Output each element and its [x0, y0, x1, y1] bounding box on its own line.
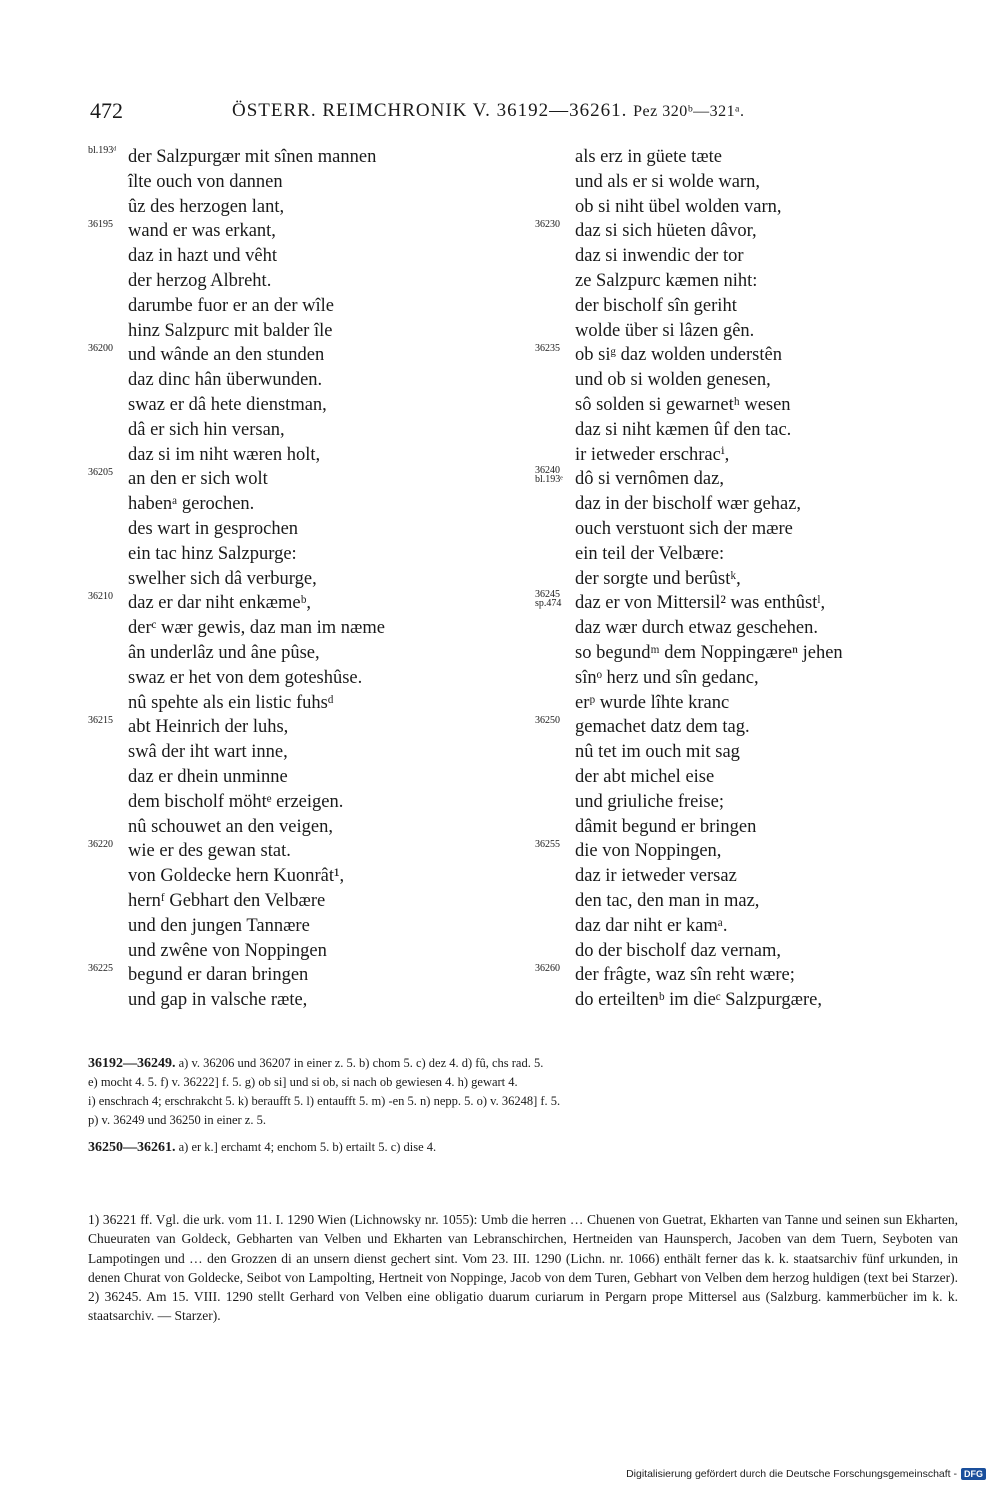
verse-line [88, 542, 508, 567]
verse-line [88, 517, 508, 542]
verse-text: swâ der iht wart inne, [128, 742, 288, 763]
verse-text: so begundᵐ dem Noppingæreⁿ jehen [575, 642, 843, 663]
verse-text: ir ietweder erschracⁱ, [575, 444, 730, 465]
verse-text: den tac, den man in maz, [575, 890, 760, 911]
verse-line [535, 939, 955, 964]
variant-line: e) mocht 4. 5. f) v. 36222] f. 5. g) ob si] und si ob, si nach ob gewiesen 4. h) gewart 4. [88, 1075, 518, 1089]
verse-text: erᵖ wurde lîhte kranc [575, 692, 730, 713]
verse-text: abt Heinrich der luhs, [128, 717, 289, 738]
verse-line [88, 343, 508, 368]
verse-line [535, 988, 955, 1013]
verse-line [88, 963, 508, 988]
verse-text: habenᵃ gerochen. [128, 494, 255, 515]
verse-text: derᶜ wær gewis, daz man im næme [128, 618, 385, 639]
verse-line [88, 691, 508, 716]
verse-text: gemachet datz dem tag. [575, 717, 750, 738]
verse-line [88, 740, 508, 765]
verse-text: der sorgte und berûstᵏ, [575, 568, 741, 589]
variant-range-heading: 36250—36261. [88, 1140, 176, 1155]
variant-line [88, 1138, 958, 1157]
line-number: 36215 [88, 715, 113, 727]
variant-line [88, 1054, 958, 1073]
verse-text: daz dar niht er kamᵃ. [575, 915, 728, 936]
verse-line [535, 765, 955, 790]
line-number: 36245 sp.474 [535, 589, 562, 610]
verse-line [88, 393, 508, 418]
verse-text: ân underlâz und âne pûse, [128, 642, 320, 663]
verse-text: die von Noppingen, [575, 841, 722, 862]
verse-line [88, 170, 508, 195]
variant-text: a) er k.] erchamt 4; enchom 5. b) ertailt 5. c) dise 4. [178, 1140, 437, 1154]
page-number: 472 [90, 98, 123, 123]
verse-line [88, 715, 508, 740]
verse-line [88, 244, 508, 269]
verse-line [535, 443, 955, 468]
line-number: 36210 [88, 591, 113, 603]
verse-text: ob si niht übel wolden varn, [575, 196, 782, 217]
line-number: 36200 [88, 343, 113, 355]
verse-text: hernᶠ Gebhart den Velbære [128, 890, 326, 911]
verse-line [88, 368, 508, 393]
verse-text: darumbe fuor er an der wîle [128, 295, 334, 316]
verse-text: wolde über si lâzen gên. [575, 320, 755, 341]
verse-text: dâ er sich hin versan, [128, 419, 285, 440]
verse-line [535, 815, 955, 840]
verse-line [535, 740, 955, 765]
verse-text: îlte ouch von dannen [128, 171, 283, 192]
verse-line [88, 864, 508, 889]
verse-text: ein tac hinz Salzpurge: [128, 543, 297, 564]
verse-line [535, 244, 955, 269]
source-signature: Pez 320ᵇ—321ᵃ. [633, 103, 745, 120]
verse-line [535, 963, 955, 988]
verse-text: der Salzpurgær mit sînen mannen [128, 147, 377, 167]
verse-line [535, 889, 955, 914]
verse-line [535, 542, 955, 567]
verse-line [88, 418, 508, 443]
verse-text: ob siᵍ daz wolden understên [575, 345, 782, 366]
verse-line [535, 319, 955, 344]
variant-block-2 [88, 1138, 958, 1157]
variant-apparatus [88, 1054, 958, 1157]
verse-line [535, 839, 955, 864]
verse-line [88, 567, 508, 592]
verse-text: an den er sich wolt [128, 469, 268, 490]
line-number: 36220 [88, 839, 113, 851]
verse-text: wand er was erkant, [128, 221, 276, 242]
verse-line [535, 517, 955, 542]
verse-line [535, 567, 955, 592]
verse-line [88, 443, 508, 468]
verse-line [88, 616, 508, 641]
verse-text: ouch verstuont sich der mære [575, 518, 793, 539]
verse-line [88, 219, 508, 244]
verse-line [535, 145, 955, 170]
verse-text: ein teil der Velbære: [575, 543, 725, 564]
verse-line [535, 616, 955, 641]
verse-line [535, 691, 955, 716]
verse-text: dem bischolf möhtᵉ erzeigen. [128, 791, 344, 812]
verse-line [535, 666, 955, 691]
verse-text: der bischolf sîn geriht [575, 295, 737, 316]
verse-line [88, 790, 508, 815]
dfg-logo: DFG [961, 1468, 986, 1480]
verse-text: daz in hazt und vêht [128, 246, 277, 267]
verse-text: daz si inwendic der tor [575, 246, 744, 267]
historical-footnotes: 1) 36221 ff. Vgl. die urk. vom 11. I. 1290 Wien (Lichnowsky nr. 1055): Umb die herren … Chuenen von Guetrat, Ekharten van Tanne und seinen sun Ekharten, Chueuraten van Goldeck, Gebharten van Velben und Ekharten van Lebranschirchen, Hertneiden van Haunsperch, Jacoben van dem Tuern, Seyboten van Lampotingen und … den Grozzen di an unsern dienst gechert sint. Vom 23. III. 1290 (Lichn. nr. 1066) enthält ferner das k. k. staatsarchiv fünf urkunden, in denen Churat von Goldecke, Seibot von Lampolting, Hertneit von Noppinge, Jacob von dem Turen, Gebhart von Velben dem herzog huldigen (text bei Starzer). 2) 36245. Am 15. VIII. 1290 stellt Gerhard von Velben eine obligatio duarum curiarum in Pergarn prope Mittersel aus (Salzburg. kammerbücher im k. k. staatsarchiv. — Starzer). [88, 1212, 958, 1324]
variant-text: a) v. 36206 und 36207 in einer z. 5. b) chom 5. c) dez 4. d) fû, chs rad. 5. [178, 1056, 544, 1070]
verse-line [88, 195, 508, 220]
verse-line [88, 914, 508, 939]
verse-text: daz er dhein unminne [128, 766, 288, 787]
verse-line [88, 294, 508, 319]
verse-line [535, 219, 955, 244]
verse-text: daz er dar niht enkæmeᵇ, [128, 593, 311, 614]
line-number: 36225 [88, 963, 113, 975]
verse-line [88, 467, 508, 492]
verse-text: daz dinc hân überwunden. [128, 370, 323, 391]
verse-text: und griuliche freise; [575, 791, 724, 812]
verse-text: swaz er het von dem goteshûse. [128, 667, 363, 688]
verse-line [88, 145, 508, 170]
line-number: 36240 bl.193ᵉ [535, 465, 563, 486]
verse-line [535, 914, 955, 939]
verse-line [535, 492, 955, 517]
verse-text: daz wær durch etwaz geschehen. [575, 618, 818, 639]
verse-text: dô si vernômen daz, [575, 469, 724, 490]
verse-text: swelher sich dâ verburge, [128, 568, 317, 589]
verse-text: wie er des gewan stat. [128, 841, 291, 862]
verse-line [535, 294, 955, 319]
verse-text: der abt michel eise [575, 766, 715, 787]
verse-line [88, 988, 508, 1013]
verse-text: des wart in gesprochen [128, 518, 299, 539]
verse-line [88, 269, 508, 294]
verse-line [535, 467, 955, 492]
verse-text: hinz Salzpurc mit balder île [128, 320, 333, 341]
verse-line [535, 790, 955, 815]
line-number: bl.193ᵈ [88, 145, 117, 156]
page-header [90, 98, 920, 126]
variant-line: p) v. 36249 und 36250 in einer z. 5. [88, 1113, 266, 1127]
verse-text: der frâgte, waz sîn reht wære; [575, 965, 795, 986]
verse-text: von Goldecke hern Kuonrât¹, [128, 866, 345, 887]
verse-line [535, 864, 955, 889]
verse-text: nû tet im ouch mit sag [575, 742, 740, 763]
verse-line [535, 343, 955, 368]
verse-line [88, 492, 508, 517]
verse-text: daz si sich hüeten dâvor, [575, 221, 757, 242]
verse-text: als erz in güete tæte [575, 147, 722, 167]
verse-text: swaz er dâ hete dienstman, [128, 394, 327, 415]
digitization-credit [626, 1468, 986, 1480]
verse-line [535, 195, 955, 220]
verse-text: und gap in valsche ræte, [128, 990, 308, 1011]
digitization-text: Digitalisierung gefördert durch die Deutsche Forschungsgemeinschaft - [626, 1468, 957, 1480]
line-number: 36255 [535, 839, 560, 851]
variant-range-heading: 36192—36249. [88, 1056, 176, 1071]
verse-line [88, 839, 508, 864]
variant-block-1 [88, 1054, 958, 1130]
verse-line [535, 641, 955, 666]
verse-line [535, 591, 955, 616]
line-number: 36250 [535, 715, 560, 727]
verse-text: und ob si wolden genesen, [575, 370, 771, 391]
verse-text: und zwêne von Noppingen [128, 940, 327, 961]
line-number: 36260 [535, 963, 560, 975]
verse-line [88, 765, 508, 790]
running-title [232, 100, 745, 122]
verse-line [88, 319, 508, 344]
verse-text: begund er daran bringen [128, 965, 309, 986]
verse-line [88, 815, 508, 840]
verse-text: daz si niht kæmen ûf den tac. [575, 419, 792, 440]
verse-text: daz in der bischolf wær gehaz, [575, 494, 802, 515]
right-verse-column [535, 145, 955, 1013]
verse-text: daz er von Mittersil² was enthûstˡ, [575, 593, 826, 614]
verse-text: do der bischolf daz vernam, [575, 940, 781, 961]
verse-text: dâmit begund er bringen [575, 816, 757, 837]
verse-text: und den jungen Tannære [128, 915, 310, 936]
verse-line [535, 368, 955, 393]
verse-line [535, 715, 955, 740]
verse-line [88, 641, 508, 666]
verse-text: und wânde an den stunden [128, 345, 325, 366]
verse-text: daz si im niht wæren holt, [128, 444, 321, 465]
line-number: 36235 [535, 343, 560, 355]
verse-text: sînᵒ herz und sîn gedanc, [575, 667, 759, 688]
line-number: 36205 [88, 467, 113, 479]
verse-text: und als er si wolde warn, [575, 171, 760, 192]
line-number: 36195 [88, 219, 113, 231]
left-verse-column [88, 145, 508, 1013]
verse-line [88, 591, 508, 616]
verse-text: ûz des herzogen lant, [128, 196, 285, 217]
running-title-text: ÖSTERR. REIMCHRONIK V. 36192—36261. [232, 100, 628, 121]
verse-line [535, 393, 955, 418]
line-number: 36230 [535, 219, 560, 231]
verse-text: do erteiltenᵇ im dieᶜ Salzpurgære, [575, 990, 822, 1011]
verse-text: der herzog Albreht. [128, 270, 272, 291]
verse-text: nû spehte als ein listic fuhsᵈ [128, 692, 334, 713]
verse-text: sô solden si gewarnetʰ wesen [575, 394, 791, 415]
variant-line: i) enschrach 4; erschrakcht 5. k) beraufft 5. l) entaufft 5. m) -en 5. n) nepp. 5. o) v. 36248] f. 5. [88, 1094, 561, 1108]
verse-line [88, 939, 508, 964]
verse-text: nû schouwet an den veigen, [128, 816, 333, 837]
verse-text: ze Salzpurc kæmen niht: [575, 270, 758, 291]
verse-line [88, 666, 508, 691]
verse-line [88, 889, 508, 914]
verse-line [535, 269, 955, 294]
verse-line [535, 170, 955, 195]
verse-line [535, 418, 955, 443]
verse-text: daz ir ietweder versaz [575, 866, 737, 887]
